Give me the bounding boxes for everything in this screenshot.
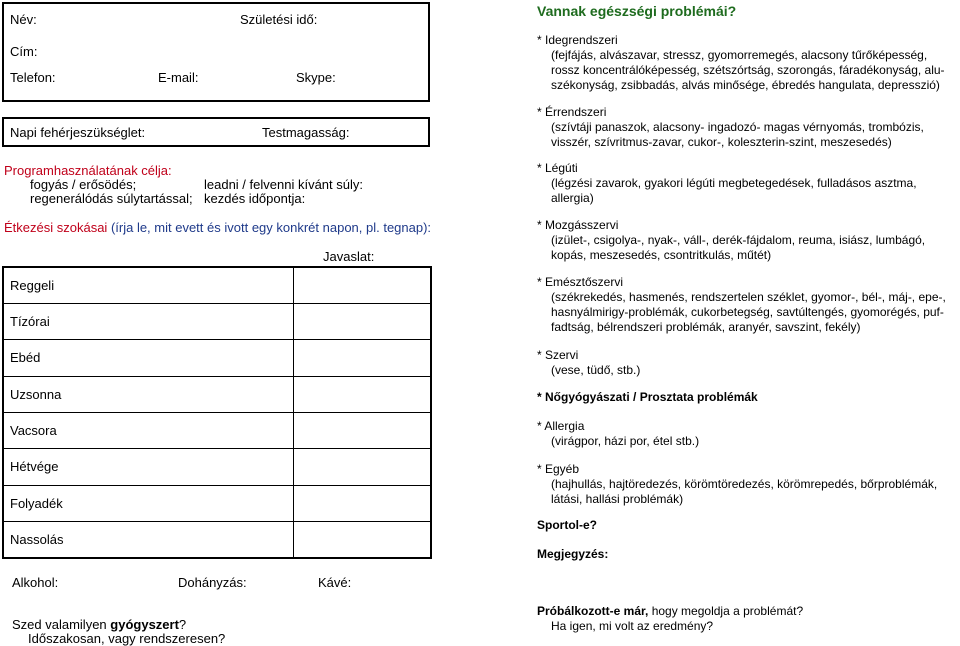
condition-detail: (virágpor, házi por, étel stb.) (551, 434, 700, 448)
condition-detail: (székrekedés, hasmenés, rendszertelen széklet, gyomor-, bél-, máj-, epe-, hasnyálmirigy-problémák, cukorbetegség, savtúltengés, gyomorégés, puf-fadtság, bélrendszeri problémák, aranyér, savszint, fekély) (551, 290, 946, 334)
condition-detail: (izület-, csigolya-, nyak-, váll-, derék-fájdalom, reuma, isiász, lumbágó, kopás, meszesedés, csontritkulás, műtét) (551, 233, 926, 262)
meal-label: Vacsora (3, 413, 63, 449)
meal-entry-cell[interactable] (63, 376, 293, 412)
program-goal-title: Programhasználatának célja: (4, 163, 172, 178)
suggestion-cell[interactable] (293, 340, 431, 376)
condition-title: * Egyéb (537, 462, 580, 476)
table-row (3, 376, 431, 412)
condition-vascular (537, 105, 957, 150)
meal-entry-cell[interactable] (63, 340, 293, 376)
height-label: Testmagasság: (262, 125, 350, 140)
sport-label: Sportol-e? (537, 518, 597, 532)
tried-question-rest: hogy megoldja a problémát? (648, 604, 804, 618)
medication-followup: Időszakosan, vagy rendszeresen? (28, 631, 226, 646)
condition-detail: (szívtáji panaszok, alacsony- ingadozó- magas vérnyomás, trombózis, visszér, szívritmus-zavar, cukor-, koleszterin-szint, meszesedés) (551, 120, 924, 149)
condition-other (537, 462, 957, 507)
start-date-label: kezdés időpontja: (204, 191, 306, 206)
tried-question-bold: Próbálkozott-e már, (537, 604, 649, 618)
meal-label: Uzsonna (3, 376, 63, 412)
suggestion-cell[interactable] (293, 303, 431, 339)
condition-title: * Nőgyógyászati / Prosztata problémák (537, 390, 758, 404)
meal-table (2, 266, 432, 559)
table-row (3, 340, 431, 376)
table-row (3, 267, 431, 303)
table-row (3, 449, 431, 485)
meal-label: Ebéd (3, 340, 63, 376)
meal-entry-cell[interactable] (63, 485, 293, 521)
table-row (3, 303, 431, 339)
suggestion-cell[interactable] (293, 413, 431, 449)
meal-label: Hétvége (3, 449, 63, 485)
personal-info-box (2, 2, 430, 102)
condition-allergy (537, 419, 957, 449)
condition-nervous (537, 33, 957, 93)
condition-title: * Emésztőszervi (537, 275, 624, 289)
condition-title: * Allergia (537, 419, 585, 433)
condition-title: * Mozgásszervi (537, 218, 619, 232)
suggestion-label: Javaslat: (323, 249, 375, 264)
name-label: Név: (10, 12, 37, 27)
health-problems-title: Vannak egészségi problémái? (537, 3, 737, 19)
tried-question (537, 604, 803, 618)
condition-title: * Idegrendszeri (537, 33, 618, 47)
meal-label: Nassolás (3, 522, 63, 558)
address-label: Cím: (10, 44, 38, 59)
medication-keyword: gyógyszert (110, 617, 179, 632)
suggestion-cell[interactable] (293, 522, 431, 558)
suggestion-cell[interactable] (293, 267, 431, 303)
target-weight-label: leadni / felvenni kívánt súly: (204, 177, 363, 192)
condition-respiratory (537, 161, 957, 206)
condition-detail: (légzési zavarok, gyakori légúti megbetegedések, fulladásos asztma, allergia) (551, 176, 917, 205)
notes-label: Megjegyzés: (537, 547, 609, 561)
phone-label: Telefon: (10, 70, 56, 85)
condition-detail: (vese, tüdő, stb.) (551, 363, 641, 377)
condition-gyn-prostate (537, 390, 957, 405)
meal-entry-cell[interactable] (63, 267, 293, 303)
meal-entry-cell[interactable] (63, 413, 293, 449)
goal-option-1: fogyás / erősödés; (30, 177, 137, 192)
protein-need-label: Napi fehérjeszükséglet: (10, 125, 146, 140)
suggestion-cell[interactable] (293, 449, 431, 485)
medication-question-post: ? (178, 617, 187, 632)
tried-followup: Ha igen, mi volt az eredmény? (551, 619, 714, 633)
smoking-label: Dohányzás: (178, 575, 247, 590)
table-row (3, 522, 431, 558)
condition-title: * Légúti (537, 161, 578, 175)
table-row (3, 485, 431, 521)
meal-label: Folyadék (3, 485, 63, 521)
eating-habits-title: Étkezési szokásai (4, 220, 108, 235)
condition-title: * Érrendszeri (537, 105, 607, 119)
goal-option-2: regenerálódás súlytartással; (30, 191, 193, 206)
eating-habits-hint: (írja le, mit evett és ivott egy konkrét napon, pl. tegnap): (107, 220, 432, 235)
suggestion-cell[interactable] (293, 376, 431, 412)
meal-label: Tízórai (3, 303, 63, 339)
condition-musculoskeletal (537, 218, 957, 263)
birth-date-label: Születési idő: (240, 12, 318, 27)
condition-organ (537, 348, 957, 378)
condition-title: * Szervi (537, 348, 579, 362)
eating-habits-heading (4, 220, 431, 236)
condition-digestive (537, 275, 957, 335)
condition-detail: (fejfájás, alvászavar, stressz, gyomorremegés, alacsony tűrőképesség, rossz koncentrálóképesség, szétszórtság, szorongás, fáradékonyság, alu-székonyság, zsibbadás, alvás minősége, ébredés hangulata, depresszió) (551, 48, 945, 92)
skype-label: Skype: (296, 70, 336, 85)
meal-entry-cell[interactable] (63, 303, 293, 339)
suggestion-cell[interactable] (293, 485, 431, 521)
email-label: E-mail: (158, 70, 199, 85)
meal-entry-cell[interactable] (63, 522, 293, 558)
meal-entry-cell[interactable] (63, 449, 293, 485)
table-row (3, 413, 431, 449)
alcohol-label: Alkohol: (12, 575, 59, 590)
condition-detail: (hajhullás, hajtöredezés, körömtöredezés, körömrepedés, bőrproblémák, látási, hallási problémák) (551, 477, 938, 506)
coffee-label: Kávé: (318, 575, 352, 590)
medication-question-pre: Szed valamilyen (12, 617, 111, 632)
meal-label: Reggeli (3, 267, 63, 303)
